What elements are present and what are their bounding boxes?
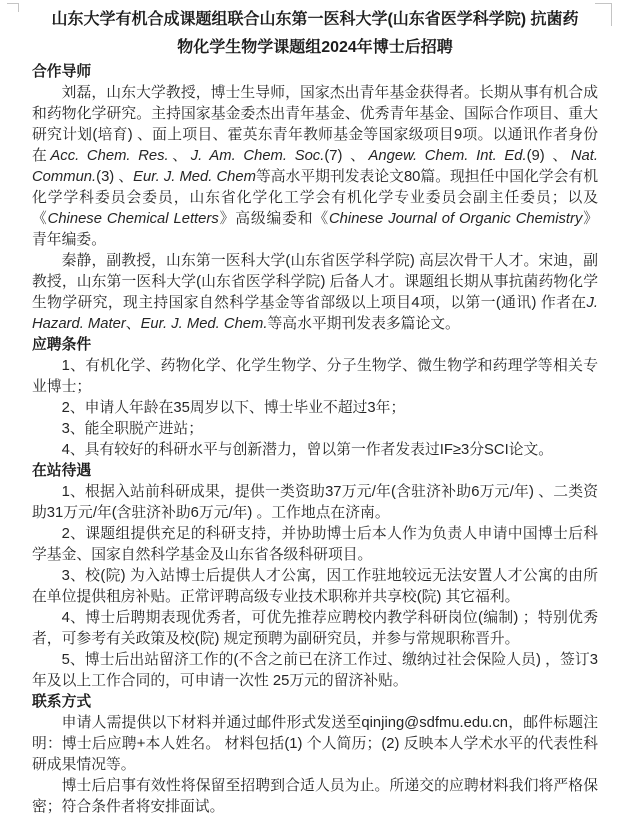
journal-name-italic: Chinese Journal of Organic Chemistry — [329, 211, 583, 227]
journal-name-italic: Angew. Chem. Int. Ed. — [368, 148, 527, 164]
text-run: 3、能全职脱产进站； — [61, 421, 203, 437]
text-run: 等高水平期刊发表论文80篇。现担任中国化学会有机化学学科委员会委员，山东省化学化工学会有机化学专业委员会副主任委员；以及《 — [32, 169, 598, 227]
email-address: qinjing@sdfmu.edu.cn — [361, 715, 509, 731]
paragraph-requirement-2 — [32, 398, 598, 419]
paragraph-benefit-5 — [32, 650, 598, 692]
document-body — [32, 62, 598, 818]
text-run: 等高水平期刊发表多篇论文。 — [267, 316, 460, 332]
text-run: ，邮件标题注明：博士后应聘+本人姓名。 材料包括(1) 个人简历；(2) 反映本人学术水平的代表性科研成果情况等。 — [32, 715, 598, 773]
text-run: 1、有机化学、药物化学、化学生物学、分子生物学、微生物学和药理学等相关专业博士； — [32, 358, 598, 395]
journal-name-italic: J. Am. Chem. Soc. — [190, 148, 325, 164]
text-run: (7) 、 — [324, 148, 369, 164]
page-corner-mark-left — [7, 3, 19, 12]
section-heading-requirements: 应聘条件 — [32, 337, 92, 353]
document-content — [32, 6, 598, 818]
text-run: 1、根据入站前科研成果，提供一类资助37万元/年(含驻济补助6万元/年) 、二类资助31万元/年(含驻济补助6万元/年) 。工作地点在济南。 — [32, 484, 598, 521]
text-run: 、 — [168, 148, 191, 164]
section-heading-benefits: 在站待遇 — [32, 463, 92, 479]
paragraph-requirement-3 — [32, 419, 598, 440]
paragraph-contact-1 — [32, 713, 598, 776]
paragraph-benefit-3 — [32, 566, 598, 608]
text-run: 3、校(院) 为入站博士后提供人才公寓，因工作驻地较远无法安置人才公寓的由所在单位提供租房补贴。正常评聘高级专业技术职称并共享校(院) 其它福利。 — [32, 568, 598, 605]
paragraph-requirement-1 — [32, 356, 598, 398]
document-title-line-2: 物化学生物学课题组2024年博士后招聘 — [177, 39, 453, 56]
journal-name-italic: Eur. J. Med. Chem — [133, 169, 256, 185]
section-heading-contact: 联系方式 — [32, 694, 92, 710]
journal-name-italic: Acc. Chem. Res. — [50, 148, 169, 164]
journal-name-italic: Eur. J. Med. Chem. — [140, 316, 268, 332]
journal-name-italic: J. Hazard. Mater — [32, 295, 598, 332]
text-run: (9) 、 — [526, 148, 571, 164]
paragraph-benefit-1 — [32, 482, 598, 524]
text-run: 》高级编委和《 — [218, 211, 329, 227]
paragraph-mentors-2 — [32, 251, 598, 335]
text-run: 、 — [125, 316, 141, 332]
text-run: 申请人需提供以下材料并通过邮件形式发送至 — [61, 715, 362, 731]
text-run: 5、博士后出站留济工作的(不含之前已在济工作过、缴纳过社会保险人员) ，签订3年及以上工作合同的，可申请一次性 25万元的留济补贴。 — [32, 652, 598, 689]
document-title-line-1: 山东大学有机合成课题组联合山东第一医科大学(山东省医学科学院) 抗菌药 — [51, 11, 579, 28]
journal-name-italic: Nat. Commun. — [32, 148, 598, 185]
text-run: 2、课题组提供充足的科研支持，并协助博士后本人作为负责人申请中国博士后科学基金、国家自然科学基金及山东省各级科研项目。 — [32, 526, 598, 563]
paragraph-mentors-1 — [32, 83, 598, 251]
paragraph-requirement-4 — [32, 440, 598, 461]
text-run: 4、博士后聘期表现优秀者，可优先推荐应聘校内教学科研岗位(编制) ；特别优秀者，可参考有关政策及校(院) 规定预聘为副研究员，并参与常规职称晋升。 — [32, 610, 598, 647]
paragraph-benefit-4 — [32, 608, 598, 650]
text-run: 》青年编委。 — [32, 211, 598, 248]
paragraph-benefit-2 — [32, 524, 598, 566]
text-run: 刘磊，山东大学教授，博士生导师，国家杰出青年基金获得者。长期从事有机合成和药物化学研究。主持国家基金委杰出青年基金、优秀青年基金、国际合作项目、重大研究计划(培育) 、面上项目、霍英东青年教师基金等国家级项目9项。以通讯作者身份在 — [32, 85, 598, 164]
text-run: (3) 、 — [96, 169, 134, 185]
text-run: 2、申请人年龄在35周岁以下、博士毕业不超过3年； — [61, 400, 406, 416]
section-heading-mentors: 合作导师 — [32, 64, 92, 80]
journal-name-italic: Chinese Chemical Letters — [47, 211, 219, 227]
paragraph-contact-2 — [32, 776, 598, 818]
text-run: 秦静，副教授，山东第一医科大学(山东省医学科学院) 高层次骨干人才。宋迪，副教授，山东第一医科大学(山东省医学科学院) 后备人才。课题组长期从事抗菌药物化学生物学研究，现主持国家自然科学基金等省部级以上项目4项，以第一(通讯) 作者在 — [32, 253, 598, 311]
text-run: 4、具有较好的科研水平与创新潜力，曾以第一作者发表过IF≥3分SCI论文。 — [61, 442, 554, 458]
text-run: 博士后启事有效性将保留至招聘到合适人员为止。所递交的应聘材料我们将严格保密；符合条件者将安排面试。 — [32, 778, 598, 815]
